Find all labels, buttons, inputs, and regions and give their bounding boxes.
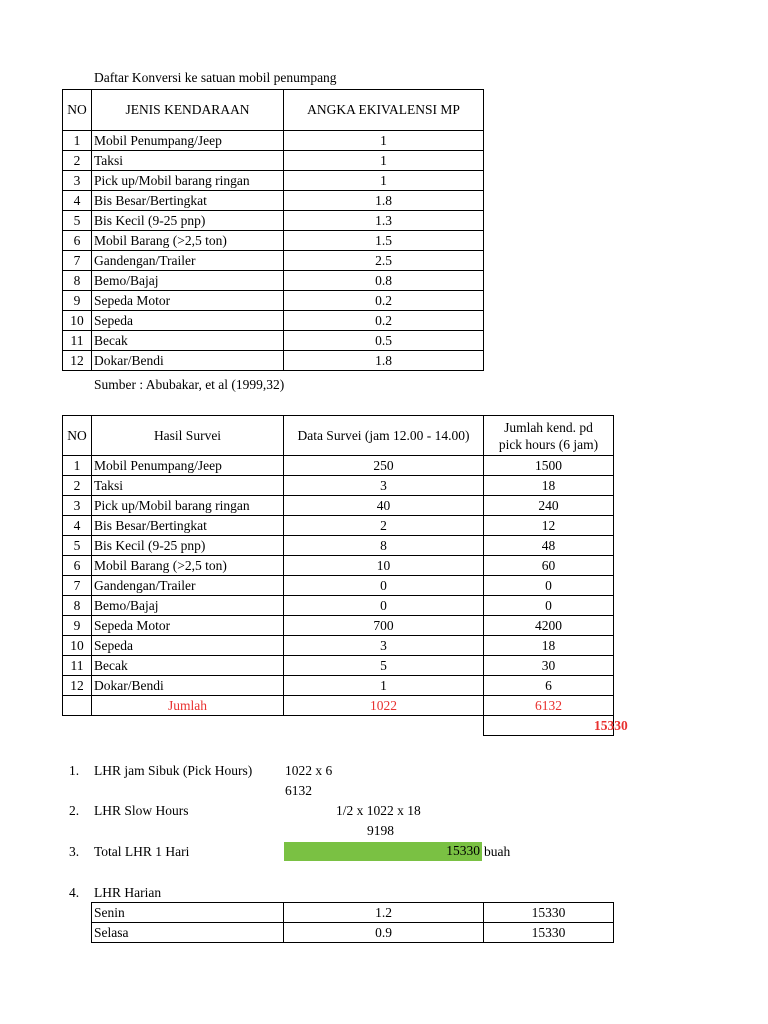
- table-row: [63, 496, 614, 516]
- row-number: 11: [63, 656, 92, 676]
- day-factor: 0.9: [284, 923, 484, 943]
- calc-item4-num: 4.: [69, 885, 80, 900]
- t2-header-hasil: Hasil Survei: [92, 416, 284, 456]
- survey-count: 0: [284, 596, 484, 616]
- survey-count: 250: [284, 456, 484, 476]
- vehicle-type: Bis Kecil (9-25 pnp): [92, 211, 284, 231]
- vehicle-type: Dokar/Bendi: [92, 676, 284, 696]
- t2-overflow-value: 15330: [594, 718, 628, 733]
- equivalence-value: 1.8: [284, 351, 484, 371]
- vehicle-type: Pick up/Mobil barang ringan: [92, 171, 284, 191]
- row-number: 1: [63, 131, 92, 151]
- t2-jumlah-label: Jumlah: [92, 696, 284, 716]
- calc-item3-num: 3.: [69, 844, 80, 859]
- row-number: 9: [63, 616, 92, 636]
- vehicle-type: Bis Besar/Bertingkat: [92, 191, 284, 211]
- total-highlight-bar: [284, 842, 482, 861]
- equivalence-value: 1: [284, 131, 484, 151]
- t2-header-jumlah-line2: pick hours (6 jam): [498, 436, 599, 452]
- vehicle-type: Mobil Penumpang/Jeep: [92, 456, 284, 476]
- row-number: 10: [63, 636, 92, 656]
- table-row: [63, 291, 484, 311]
- row-number: 6: [63, 556, 92, 576]
- calc-item1-result: 6132: [285, 783, 312, 798]
- row-number: 4: [63, 191, 92, 211]
- table-row: [63, 576, 614, 596]
- calc-item3-unit: buah: [484, 844, 511, 859]
- equivalence-value: 1: [284, 151, 484, 171]
- t2-header-no: NO: [63, 416, 92, 456]
- vehicle-type: Sepeda Motor: [92, 616, 284, 636]
- table-row: [63, 516, 614, 536]
- t1-header-angka: ANGKA EKIVALENSI MP: [284, 90, 484, 131]
- row-number: 9: [63, 291, 92, 311]
- peak-hours-total: 0: [484, 576, 614, 596]
- calc-item1-formula: 1022 x 6: [285, 763, 333, 778]
- row-number: 2: [63, 476, 92, 496]
- row-number: 3: [63, 171, 92, 191]
- vehicle-type: Taksi: [92, 151, 284, 171]
- row-number: 6: [63, 231, 92, 251]
- table-row: [63, 556, 614, 576]
- vehicle-type: Becak: [92, 656, 284, 676]
- calc-item2-label: LHR Slow Hours: [94, 803, 189, 818]
- survey-count: 40: [284, 496, 484, 516]
- table-row: [63, 536, 614, 556]
- peak-hours-total: 4200: [484, 616, 614, 636]
- vehicle-type: Sepeda: [92, 636, 284, 656]
- row-number: 5: [63, 211, 92, 231]
- survey-count: 10: [284, 556, 484, 576]
- t2-jumlah-survey: 1022: [284, 696, 484, 716]
- calc-item2-formula: 1/2 x 1022 x 18: [336, 803, 421, 818]
- peak-hours-total: 240: [484, 496, 614, 516]
- peak-hours-total: 1500: [484, 456, 614, 476]
- equivalence-value: 1: [284, 171, 484, 191]
- calc-item3-value: 15330: [446, 843, 480, 858]
- equivalence-value: 1.3: [284, 211, 484, 231]
- calc-item2-result: 9198: [367, 823, 394, 838]
- equivalence-value: 1.5: [284, 231, 484, 251]
- row-number: 7: [63, 576, 92, 596]
- vehicle-type: Bis Kecil (9-25 pnp): [92, 536, 284, 556]
- peak-hours-total: 60: [484, 556, 614, 576]
- t2-jumlah-total: 6132: [484, 696, 614, 716]
- row-number: 8: [63, 596, 92, 616]
- row-number: 5: [63, 536, 92, 556]
- day-factor: 1.2: [284, 903, 484, 923]
- t2-jumlah-blank: [63, 696, 92, 716]
- row-number: 11: [63, 331, 92, 351]
- table-row: [63, 476, 614, 496]
- vehicle-type: Sepeda Motor: [92, 291, 284, 311]
- day-name: Selasa: [92, 923, 284, 943]
- row-number: 10: [63, 311, 92, 331]
- conversion-table: [62, 89, 484, 371]
- row-number: 12: [63, 351, 92, 371]
- survey-count: 8: [284, 536, 484, 556]
- survey-count: 5: [284, 656, 484, 676]
- peak-hours-total: 48: [484, 536, 614, 556]
- t1-header-no: NO: [63, 90, 92, 131]
- equivalence-value: 0.2: [284, 311, 484, 331]
- table-row: [63, 231, 484, 251]
- day-name: Senin: [92, 903, 284, 923]
- table-row: [63, 131, 484, 151]
- daily-table: [91, 902, 614, 943]
- vehicle-type: Bemo/Bajaj: [92, 596, 284, 616]
- equivalence-value: 0.8: [284, 271, 484, 291]
- row-number: 2: [63, 151, 92, 171]
- table-row: [63, 171, 484, 191]
- row-number: 7: [63, 251, 92, 271]
- calc-item4-label: LHR Harian: [94, 885, 162, 900]
- source-note: Sumber : Abubakar, et al (1999,32): [94, 377, 285, 392]
- row-number: 3: [63, 496, 92, 516]
- table-row: [92, 903, 614, 923]
- survey-table: [62, 415, 628, 736]
- survey-count: 700: [284, 616, 484, 636]
- calc-item1-label: LHR jam Sibuk (Pick Hours): [94, 763, 253, 778]
- table-row: [63, 596, 614, 616]
- peak-hours-total: 18: [484, 476, 614, 496]
- row-number: 1: [63, 456, 92, 476]
- calc-item2-num: 2.: [69, 803, 80, 818]
- calc-item3-label: Total LHR 1 Hari: [94, 844, 190, 859]
- vehicle-type: Dokar/Bendi: [92, 351, 284, 371]
- peak-hours-total: 30: [484, 656, 614, 676]
- peak-hours-total: 12: [484, 516, 614, 536]
- vehicle-type: Bemo/Bajaj: [92, 271, 284, 291]
- vehicle-type: Pick up/Mobil barang ringan: [92, 496, 284, 516]
- vehicle-type: Taksi: [92, 476, 284, 496]
- day-value: 15330: [484, 903, 614, 923]
- vehicle-type: Mobil Barang (>2,5 ton): [92, 231, 284, 251]
- table-row: [63, 251, 484, 271]
- table1-title: Daftar Konversi ke satuan mobil penumpang: [94, 70, 337, 85]
- survey-count: 3: [284, 476, 484, 496]
- equivalence-value: 0.5: [284, 331, 484, 351]
- vehicle-type: Sepeda: [92, 311, 284, 331]
- row-number: 8: [63, 271, 92, 291]
- vehicle-type: Mobil Penumpang/Jeep: [92, 131, 284, 151]
- table-row: [63, 151, 484, 171]
- vehicle-type: Mobil Barang (>2,5 ton): [92, 556, 284, 576]
- survey-count: 2: [284, 516, 484, 536]
- survey-count: 0: [284, 576, 484, 596]
- vehicle-type: Becak: [92, 331, 284, 351]
- table-row: [63, 191, 484, 211]
- vehicle-type: Bis Besar/Bertingkat: [92, 516, 284, 536]
- table-row: [63, 331, 484, 351]
- equivalence-value: 0.2: [284, 291, 484, 311]
- calc-item1-num: 1.: [69, 763, 80, 778]
- table-row: [63, 616, 614, 636]
- table-row: [63, 676, 614, 696]
- t2-header-data: Data Survei (jam 12.00 - 14.00): [284, 416, 484, 456]
- t2-overflow-cell: [484, 716, 628, 736]
- table-row: [63, 271, 484, 291]
- t2-header-jumlah: [484, 416, 614, 456]
- equivalence-value: 1.8: [284, 191, 484, 211]
- row-number: 12: [63, 676, 92, 696]
- survey-count: 1: [284, 676, 484, 696]
- vehicle-type: Gandengan/Trailer: [92, 251, 284, 271]
- row-number: 4: [63, 516, 92, 536]
- vehicle-type: Gandengan/Trailer: [92, 576, 284, 596]
- table-row: [63, 656, 614, 676]
- t2-header-jumlah-line1: Jumlah kend. pd: [504, 419, 593, 435]
- peak-hours-total: 18: [484, 636, 614, 656]
- table-row: [92, 923, 614, 943]
- table-row: [63, 211, 484, 231]
- table-row: [63, 636, 614, 656]
- table-row: [63, 311, 484, 331]
- t1-header-jenis: JENIS KENDARAAN: [92, 90, 284, 131]
- survey-count: 3: [284, 636, 484, 656]
- peak-hours-total: 0: [484, 596, 614, 616]
- equivalence-value: 2.5: [284, 251, 484, 271]
- peak-hours-total: 6: [484, 676, 614, 696]
- day-value: 15330: [484, 923, 614, 943]
- table-row: [63, 351, 484, 371]
- table-row: [63, 456, 614, 476]
